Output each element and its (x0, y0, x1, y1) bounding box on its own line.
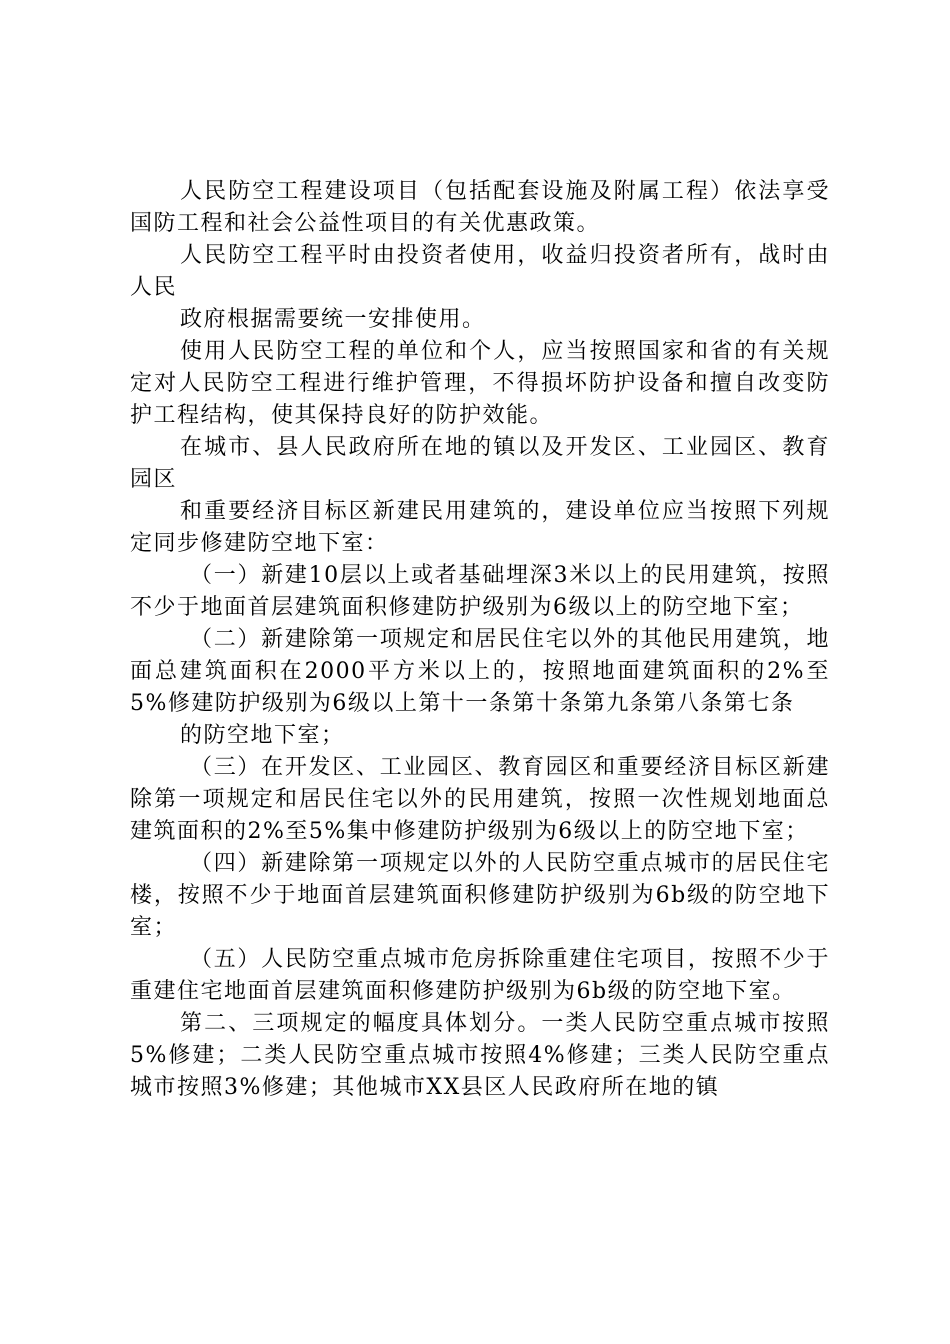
paragraph-item-3: （三）在开发区、工业园区、教育园区和重要经济目标区新建除第一项规定和居民住宅以外的民用建筑，按照一次性规划地面总建筑面积的2%至5%集中修建防护级别为6级以上的防空地下室； (130, 755, 830, 844)
paragraph-3: 政府根据需要统一安排使用。 (180, 307, 486, 332)
paragraph-item-5: （五）人民防空重点城市危房拆除重建住宅项目，按照不少于重建住宅地面首层建筑面积修建防护级别为6b级的防空地下室。 (130, 947, 830, 1004)
paragraph-2: 人民防空工程平时由投资者使用，收益归投资者所有，战时由人民 (130, 243, 830, 300)
paragraph-6: 和重要经济目标区新建民用建筑的，建设单位应当按照下列规定同步修建防空地下室： (130, 499, 830, 556)
paragraph-1: 人民防空工程建设项目（包括配套设施及附属工程）依法享受国防工程和社会公益性项目的有关优惠政策。 (130, 179, 830, 236)
paragraph-7: 第二、三项规定的幅度具体划分。一类人民防空重点城市按照5%修建；二类人民防空重点城市按照4%修建；三类人民防空重点城市按照3%修建；其他城市XX县区人民政府所在地的镇 (130, 1011, 830, 1100)
paragraph-5: 在城市、县人民政府所在地的镇以及开发区、工业园区、教育园区 (130, 435, 830, 492)
paragraph-item-2-continued: 的防空地下室； (180, 723, 345, 748)
paragraph-item-2: （二）新建除第一项规定和居民住宅以外的其他民用建筑，地面总建筑面积在2000平方米以上的，按照地面建筑面积的2%至5%修建防护级别为6级以上第十一条第十条第九条第八条第七条 (130, 627, 830, 716)
paragraph-4: 使用人民防空工程的单位和个人，应当按照国家和省的有关规定对人民防空工程进行维护管理，不得损坏防护设备和擅自改变防护工程结构，使其保持良好的防护效能。 (130, 339, 830, 428)
paragraph-item-4: （四）新建除第一项规定以外的人民防空重点城市的居民住宅楼，按照不少于地面首层建筑面积修建防护级别为6b级的防空地下室； (130, 851, 830, 940)
document-body (130, 176, 830, 1104)
paragraph-item-1: （一）新建10层以上或者基础埋深3米以上的民用建筑，按照不少于地面首层建筑面积修建防护级别为6级以上的防空地下室； (130, 563, 830, 620)
